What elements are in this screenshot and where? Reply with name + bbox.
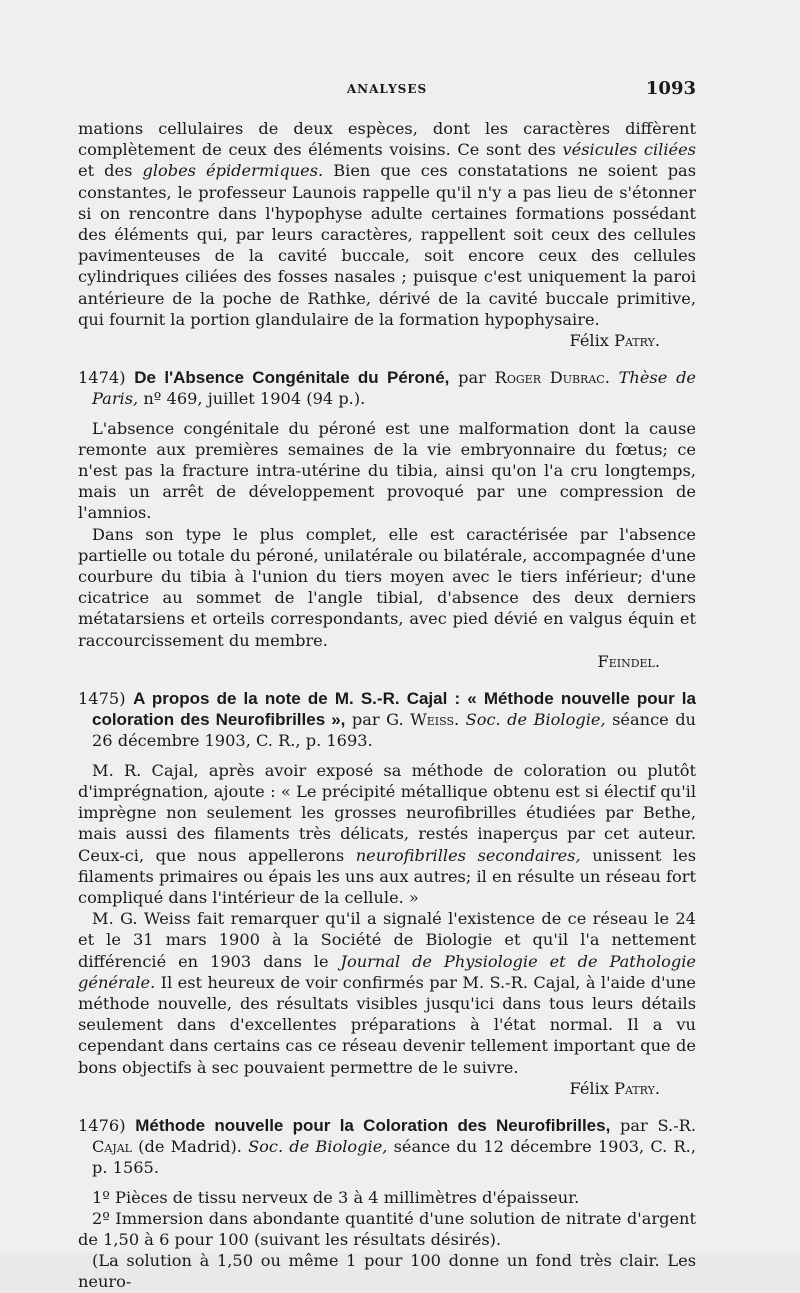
entry-1474-author: Roger Dubrac. (494, 368, 610, 388)
entry-1475-paragraph-1: M. R. Cajal, après avoir exposé sa méthode de coloration ou plutôt d'imprégnation, ajoute : « Le précipité métallique obtenu est si électif qu'il imprègne non seulement les grosses neurofibrilles étudiées par Bethe, mais aussi des filaments très délicats, restés inaperçus par cet auteur. Ceux-ci, que nous appellerons neurofibrilles secondaires, unissent les filaments primaires ou épais les uns aux autres; il en résulte un réseau fort compliqué dans l'intérieur de la cellule. » (78, 760, 696, 907)
entry-1474-heading: 1474) De l'Absence Congénitale du Péroné, par Roger Dubrac. Thèse de Paris, nº 469, juillet 1904 (94 p.). (78, 368, 697, 409)
intro-signature: Félix Patry. (569, 331, 660, 351)
entry-1476-author: S.-R. Cajal (92, 1115, 696, 1157)
page-body (78, 118, 696, 1293)
entry-1475-heading: 1475) A propos de la note de M. S.-R. Cajal : « Méthode nouvelle pour la coloration des Neurofibrilles », par G. Weiss. Soc. de Biologie, séance du 26 décembre 1903, C. R., p. 1693. (78, 689, 696, 751)
entry-1476 (78, 1115, 696, 1293)
intro-paragraph: mations cellulaires de deux espèces, dont les caractères diffèrent complètement de ceux des éléments voisins. Ce sont des vésicules ciliées et des globes épidermiques. Bien que ces constatations ne soient pas constantes, le professeur Launois rappelle qu'il n'y a pas lieu de s'étonner si on rencontre dans l'hypophyse adulte certaines formations possédant des éléments qui, par leurs caractères, rappellent soit ceux des cellules pavimenteuses de la cavité buccale, soit encore ceux des cellules cylindriques ciliées des fosses nasales ; puisque c'est uniquement la paroi antérieure de la poche de Rathke, dérivé de la cavité buccale primitive, qui fournit la portion glandulaire de la formation hypophysaire. (78, 119, 697, 329)
entry-1474-title: De l'Absence Congénitale du Péroné, (134, 368, 450, 388)
entry-1476-paragraph-3: (La solution à 1,50 ou même 1 pour 100 donne un fond très clair. Les neuro- (78, 1251, 696, 1292)
entry-1476-heading: 1476) Méthode nouvelle pour la Coloration des Neurofibrilles, par S.-R. Cajal (de Madrid). Soc. de Biologie, séance du 12 décembre 1903, C. R., p. 1565. (78, 1115, 696, 1178)
entry-1474-signature: Feindel. (597, 651, 660, 671)
entry-1476-paragraph-1: 1º Pièces de tissu nerveux de 3 à 4 millimètres d'épaisseur. (92, 1187, 580, 1207)
entry-1475-title: A propos de la note de M. S.-R. Cajal : « Méthode nouvelle pour la coloration des Neurofibrilles », (92, 689, 696, 730)
entry-1474 (78, 367, 696, 672)
entry-1476-paragraph-2: 2º Immersion dans abondante quantité d'une solution de nitrate d'argent de 1,50 à 6 pour 100 (suivant les résultats désirés). (78, 1208, 696, 1249)
page-number: 1093 (645, 78, 696, 99)
entry-1475-signature: Félix Patry. (569, 1078, 660, 1098)
entry-1475 (78, 688, 696, 1099)
page-header (78, 78, 696, 106)
entry-1476-title: Méthode nouvelle pour la Coloration des Neurofibrilles, (135, 1115, 611, 1135)
entry-1474-paragraph-1: L'absence congénitale du péroné est une malformation dont la cause remonte aux premières semaines de la vie embryonnaire du fœtus; ce n'est pas la fracture intra-utérine du tibia, ainsi qu'on l'a cru longtemps, mais un arrêt de développement provoqué par une compression de l'amnios. (78, 418, 696, 523)
entry-1475-paragraph-2: M. G. Weiss fait remarquer qu'il a signalé l'existence de ce réseau le 24 et le 31 mars 1900 à la Société de Biologie et qu'il l'a nettement différencié en 1903 dans le Journal de Physiologie et de Pathologie générale. Il est heureux de voir confirmés par M. S.-R. Cajal, à l'aide d'une méthode nouvelle, des résultats visibles jusqu'ici dans tous leurs détails seulement dans d'excellentes préparations à l'état normal. Il a vu cependant dans certains cas ce réseau devenir tellement important que de bons objectifs à sec pouvaient permettre de le suivre. (78, 909, 696, 1077)
entry-1474-paragraph-2: Dans son type le plus complet, elle est caractérisée par l'absence partielle ou totale du péroné, unilatérale ou bilatérale, accompagnée d'une courbure du tibia à l'union du tiers moyen avec le tiers inférieur; d'une cicatrice au sommet de l'angle tibial, d'absence des deux derniers métatarsiens et orteils correspondants, avec pied dévié en valgus équin et raccourcissement du membre. (78, 524, 696, 650)
entry-1475-author: G. Weiss. (386, 710, 460, 730)
running-head: ANALYSES (346, 82, 428, 96)
